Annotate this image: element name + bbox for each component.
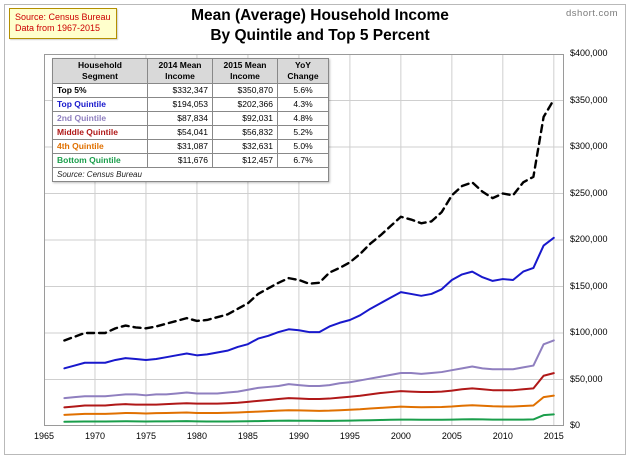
table-header-yoy-line2: Change bbox=[287, 71, 319, 81]
title-line-1: Mean (Average) Household Income bbox=[191, 7, 449, 24]
table-cell-yoy: 6.7% bbox=[278, 154, 329, 168]
table-cell-mean-2014: $194,053 bbox=[148, 98, 213, 112]
y-axis-tick-label: $300,000 bbox=[570, 141, 608, 151]
table-header-2015 bbox=[213, 59, 278, 84]
x-axis-tick-label: 2005 bbox=[441, 431, 462, 441]
y-axis-tick-label: $350,000 bbox=[570, 94, 608, 105]
table-cell-mean-2014: $31,087 bbox=[148, 140, 213, 154]
table-header-2015-line2: Income bbox=[230, 71, 260, 81]
table-cell-segment: 2nd Quintile bbox=[53, 112, 148, 126]
table-footer-source: Source: Census Bureau bbox=[53, 168, 329, 182]
table-cell-mean-2015: $202,366 bbox=[213, 98, 278, 112]
table-cell-mean-2015: $56,832 bbox=[213, 126, 278, 140]
table-cell-yoy: 4.8% bbox=[278, 112, 329, 126]
table-cell-segment: Top Quintile bbox=[53, 98, 148, 112]
table-row bbox=[53, 154, 329, 168]
table-header-row bbox=[53, 59, 329, 84]
table-cell-mean-2015: $32,631 bbox=[213, 140, 278, 154]
source-note-line-2: Data from 1967-2015 bbox=[15, 23, 101, 33]
table-header-segment-line1: Household bbox=[78, 60, 122, 70]
x-axis-tick-label: 1995 bbox=[339, 431, 360, 441]
table-cell-mean-2014: $11,676 bbox=[148, 154, 213, 168]
table-row bbox=[53, 126, 329, 140]
x-axis-tick-label: 1965 bbox=[33, 431, 55, 441]
table-header-segment-line2: Segment bbox=[82, 71, 118, 81]
table-header-yoy bbox=[278, 59, 329, 84]
table-header-2014-line2: Income bbox=[165, 71, 195, 81]
table-header-2014-line1: 2014 Mean bbox=[158, 60, 202, 70]
table-cell-segment: Top 5% bbox=[53, 84, 148, 98]
table-row bbox=[53, 140, 329, 154]
table-header-2014 bbox=[148, 59, 213, 84]
table-cell-segment: Middle Quintile bbox=[53, 126, 148, 140]
source-note-line-1: Source: Census Bureau bbox=[15, 12, 111, 22]
table-header-segment bbox=[53, 59, 148, 84]
table-row bbox=[53, 84, 329, 98]
title-line-2: By Quintile and Top 5 Percent bbox=[210, 27, 430, 44]
table-header-2015-line1: 2015 Mean bbox=[223, 60, 267, 70]
x-axis-tick-label: 2000 bbox=[390, 431, 411, 441]
table-cell-mean-2014: $87,834 bbox=[148, 112, 213, 126]
x-axis-tick-label: 1985 bbox=[237, 431, 258, 441]
watermark-label: dshort.com bbox=[566, 8, 618, 19]
page-title bbox=[130, 6, 510, 46]
table-cell-segment: Bottom Quintile bbox=[53, 154, 148, 168]
table-cell-segment: 4th Quintile bbox=[53, 140, 148, 154]
table-row bbox=[53, 112, 329, 126]
y-axis-tick-label: $400,000 bbox=[570, 48, 608, 58]
table-row bbox=[53, 98, 329, 112]
x-axis-tick-label: 2010 bbox=[492, 431, 513, 441]
x-axis-tick-label: 1970 bbox=[84, 431, 105, 441]
summary-table bbox=[52, 58, 329, 182]
table-cell-mean-2015: $12,457 bbox=[213, 154, 278, 168]
table-head bbox=[53, 59, 329, 84]
x-axis-tick-label: 1975 bbox=[135, 431, 156, 441]
table-cell-mean-2015: $350,870 bbox=[213, 84, 278, 98]
x-axis-tick-label: 2015 bbox=[543, 431, 564, 441]
table-cell-yoy: 4.3% bbox=[278, 98, 329, 112]
y-axis-tick-label: $150,000 bbox=[570, 280, 608, 291]
table-body bbox=[53, 84, 329, 168]
table-foot bbox=[53, 168, 329, 182]
table-cell-mean-2015: $92,031 bbox=[213, 112, 278, 126]
x-axis-tick-label: 1980 bbox=[186, 431, 207, 441]
y-axis-tick-label: $200,000 bbox=[570, 234, 608, 244]
x-axis-tick-label: 1990 bbox=[288, 431, 309, 441]
y-axis-tick-label: $250,000 bbox=[570, 187, 608, 198]
source-note-box bbox=[9, 8, 117, 39]
table-cell-yoy: 5.0% bbox=[278, 140, 329, 154]
table-cell-yoy: 5.6% bbox=[278, 84, 329, 98]
table-footer-row bbox=[53, 168, 329, 182]
table-cell-mean-2014: $332,347 bbox=[148, 84, 213, 98]
y-axis-tick-label: $50,000 bbox=[570, 373, 603, 384]
table-header-yoy-line1: YoY bbox=[295, 60, 311, 70]
table-cell-yoy: 5.2% bbox=[278, 126, 329, 140]
y-axis-tick-label: $100,000 bbox=[570, 327, 608, 337]
table-cell-mean-2014: $54,041 bbox=[148, 126, 213, 140]
y-axis-tick-label: $0 bbox=[570, 420, 581, 430]
